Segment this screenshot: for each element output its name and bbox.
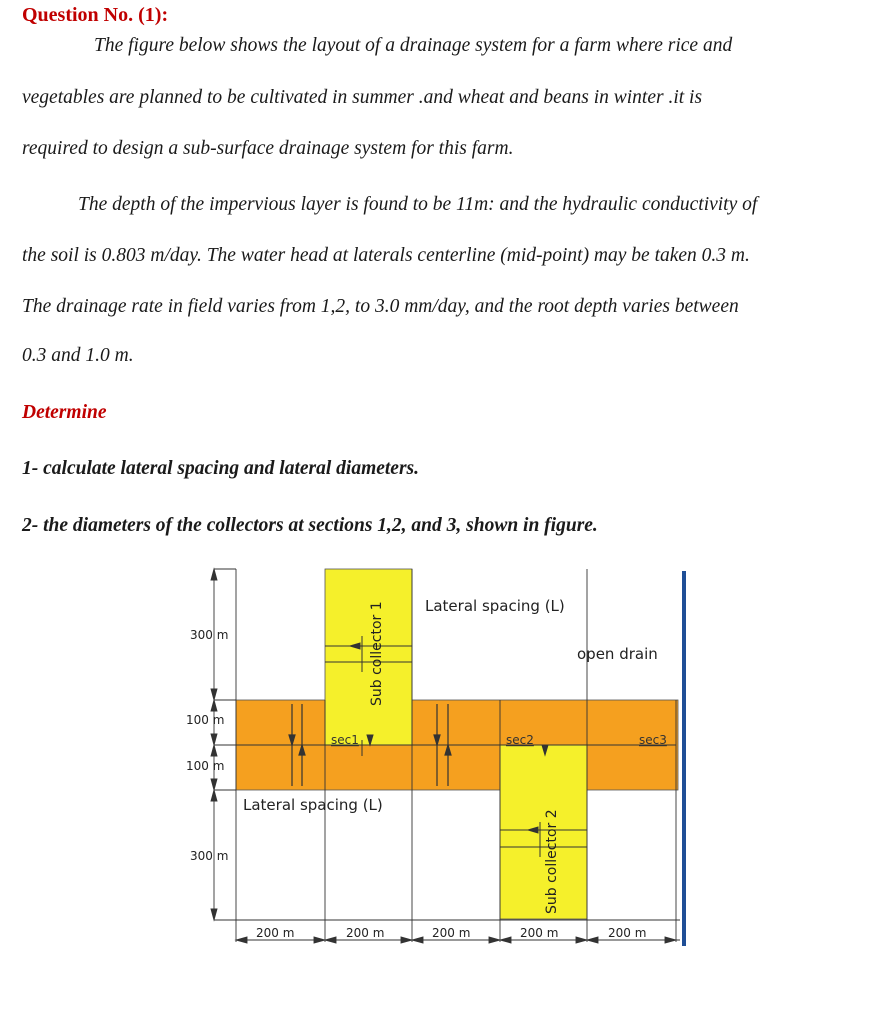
open-drain-label: open drain [577,645,658,663]
lateral-spacing-bottom-label: Lateral spacing (L) [243,796,383,814]
dim-left-4: 300 m [190,849,229,863]
question-title: Question No. (1): [22,4,169,26]
paragraph-line-5: the soil is 0.803 m/day. The water head at laterals centerline (mid-point) may be taken 0.3 m. [22,245,750,266]
dim-left-1: 300 m [190,628,229,642]
paragraph-line-6: The drainage rate in field varies from 1,2, to 3.0 mm/day, and the root depth varies between [22,296,739,317]
sub-collector-2-label: Sub collector 2 [544,809,560,914]
dim-bottom-5: 200 m [608,926,647,940]
paragraph-line-3: required to design a sub-surface drainage system for this farm. [22,138,514,159]
paragraph-line-7: 0.3 and 1.0 m. [22,345,134,366]
dim-bottom-1: 200 m [256,926,295,940]
paragraph-line-1: The figure below shows the layout of a drainage system for a farm where rice and [94,35,733,56]
lateral-spacing-top-label: Lateral spacing (L) [425,597,565,615]
sec3-label: sec3 [639,733,667,747]
dim-bottom-4: 200 m [520,926,559,940]
task-1: 1- calculate lateral spacing and lateral diameters. [22,458,420,479]
sub-collector-1-label: Sub collector 1 [369,601,385,706]
determine-heading: Determine [22,402,107,423]
paragraph-line-2: vegetables are planned to be cultivated in summer .and wheat and beans in winter .it is [22,87,703,108]
task-2: 2- the diameters of the collectors at sections 1,2, and 3, shown in figure. [22,515,598,536]
dim-bottom-3: 200 m [432,926,471,940]
dim-left-2: 100 m [186,713,225,727]
dim-left-3: 100 m [186,759,225,773]
sec2-label: sec2 [506,733,534,747]
left-dimension-lines [211,569,217,920]
paragraph-line-4: The depth of the impervious layer is found to be 11m: and the hydraulic conductivity of [78,194,758,215]
sec1-label: sec1 [331,733,359,747]
dim-bottom-2: 200 m [346,926,385,940]
